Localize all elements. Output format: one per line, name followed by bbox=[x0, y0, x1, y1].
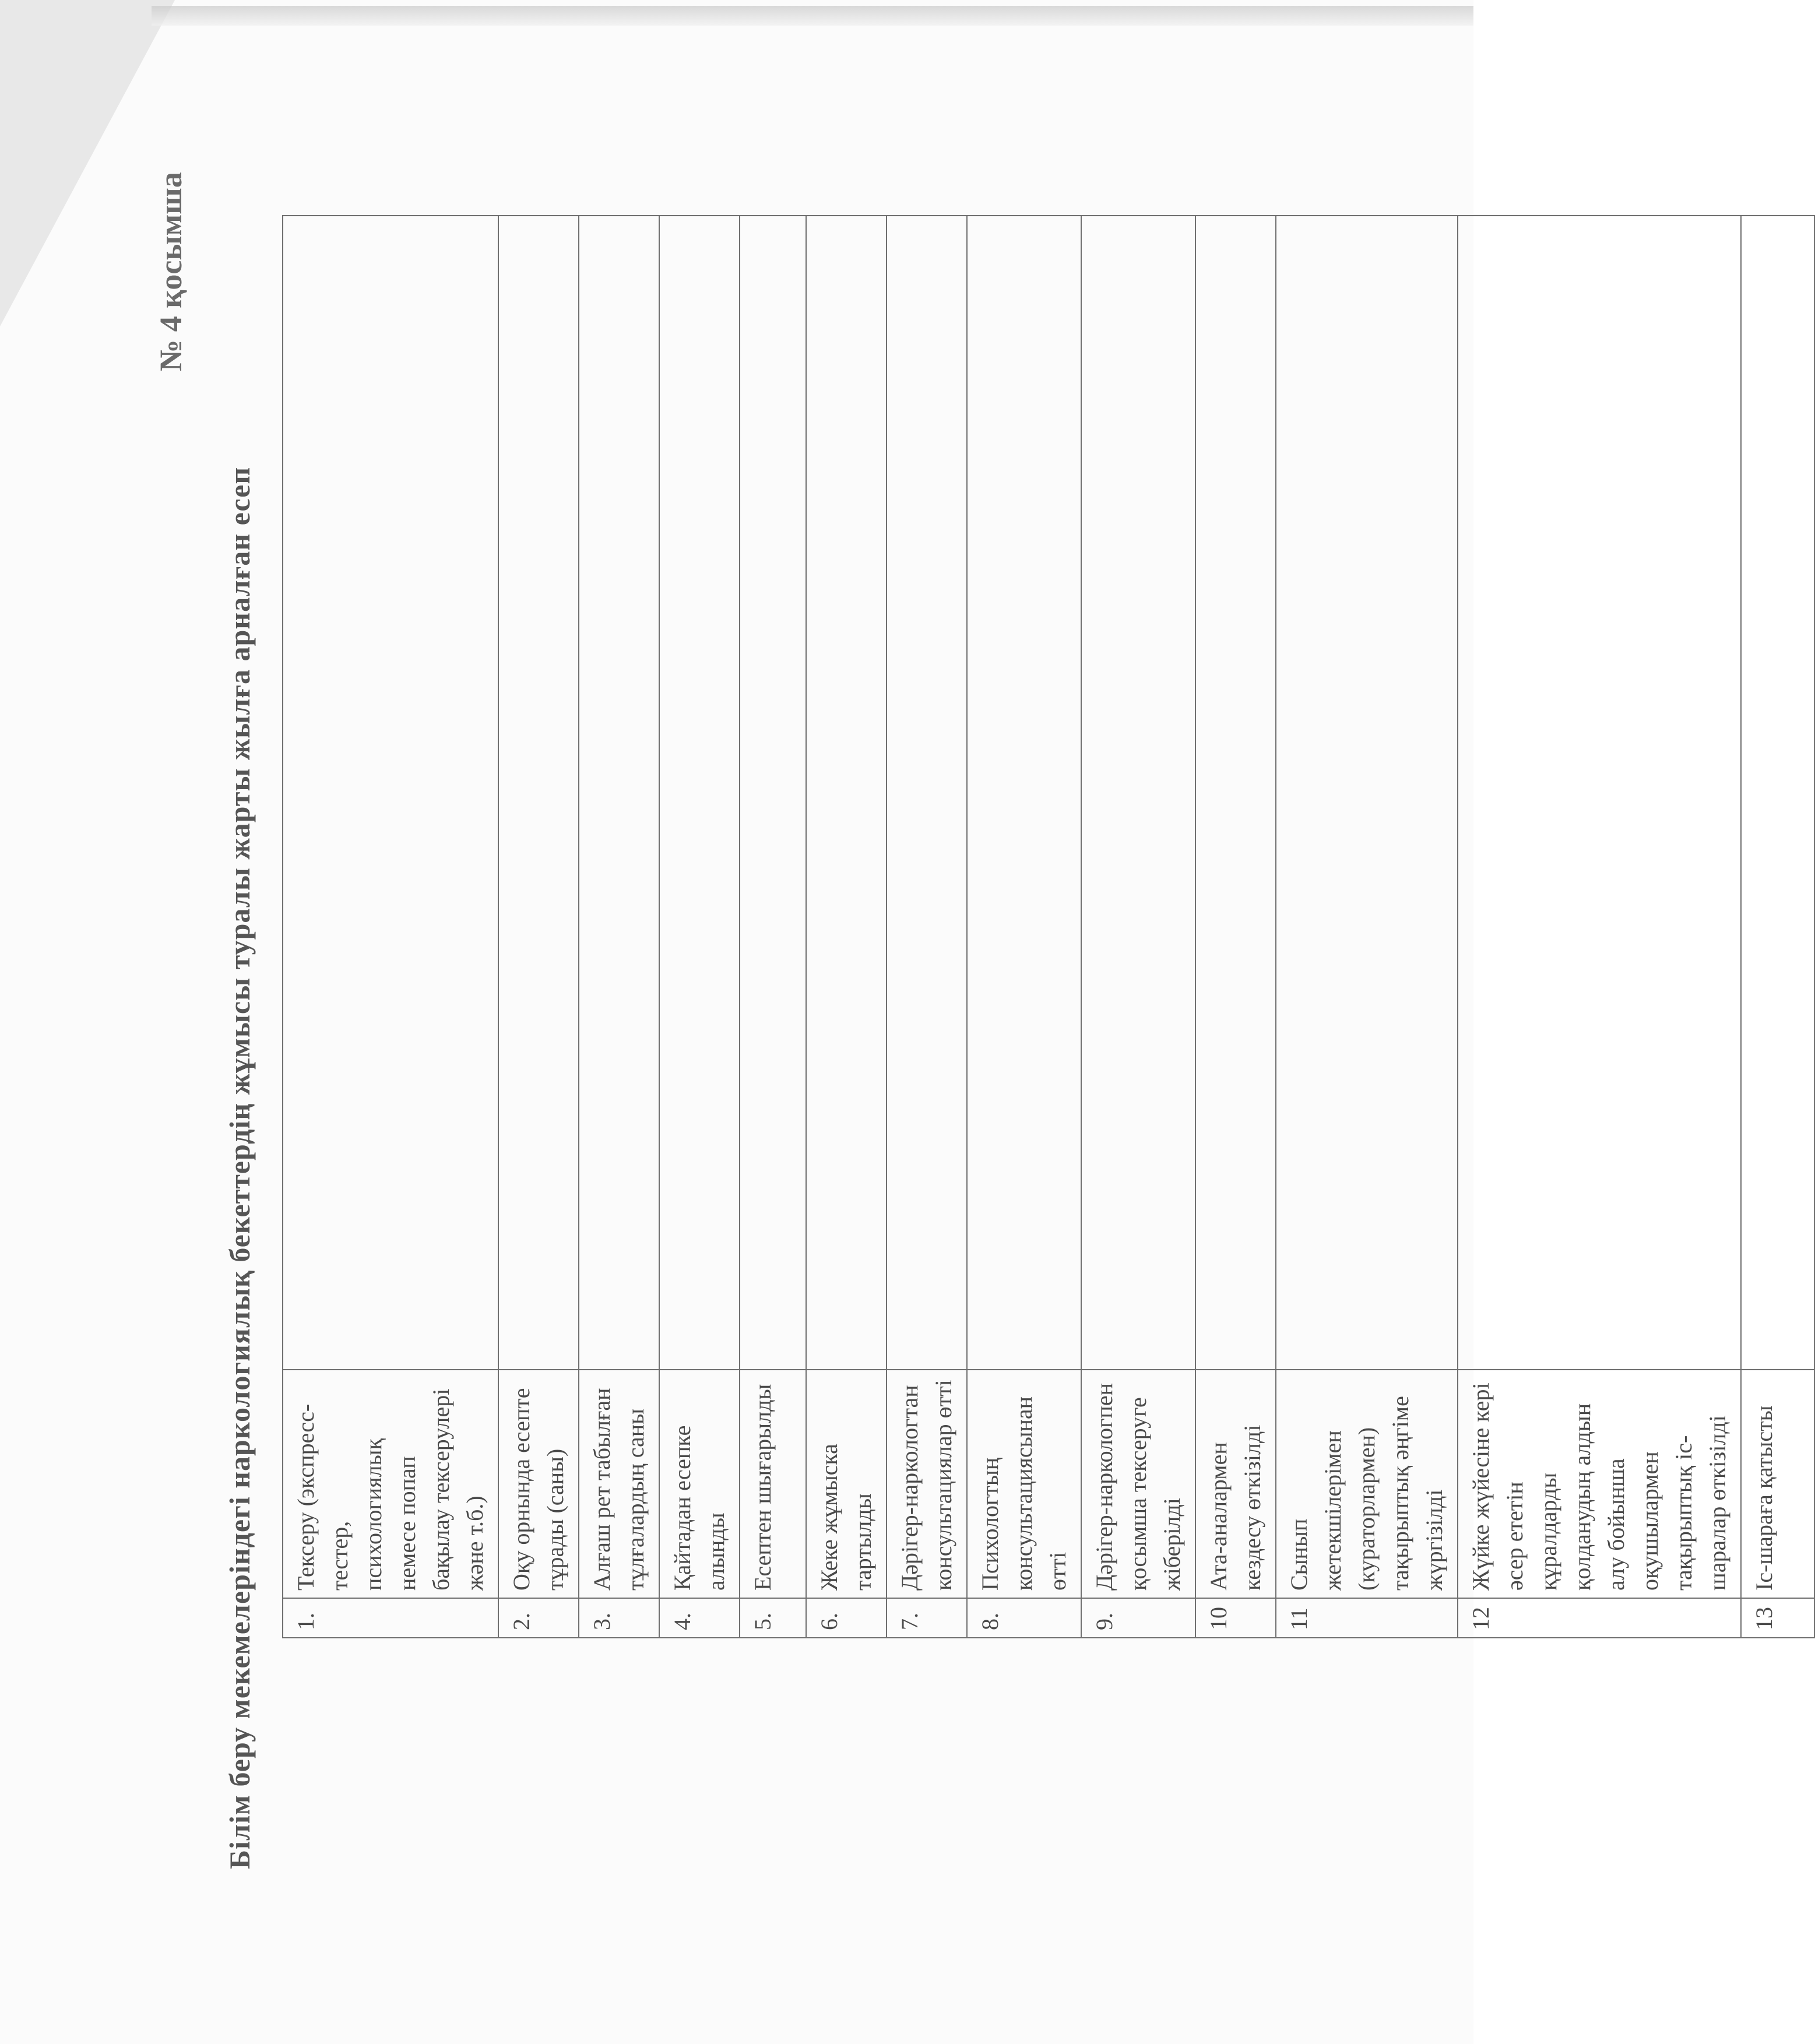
table-row bbox=[283, 216, 498, 1638]
row-value bbox=[1195, 216, 1276, 1370]
row-label: Дәрігер-наркологпен қосымша тексеруге жіберілді bbox=[1081, 1370, 1195, 1598]
table-row bbox=[1458, 216, 1741, 1638]
row-number: 2. bbox=[498, 1598, 579, 1638]
annex-label: № 4 қосымша bbox=[153, 172, 188, 371]
row-number: 13 bbox=[1741, 1598, 1814, 1638]
row-label: Қайтадан есепке алынды bbox=[659, 1370, 740, 1598]
row-number: 3. bbox=[579, 1598, 659, 1638]
table-row bbox=[740, 216, 806, 1638]
row-value bbox=[967, 216, 1081, 1370]
table-row bbox=[1741, 216, 1814, 1638]
row-number: 11 bbox=[1276, 1598, 1458, 1638]
table-row bbox=[498, 216, 579, 1638]
row-number: 12 bbox=[1458, 1598, 1741, 1638]
row-number: 4. bbox=[659, 1598, 740, 1638]
row-label: Жеке жұмыска тартылды bbox=[806, 1370, 887, 1598]
row-label: Оқу орнында есепте тұрады (саны) bbox=[498, 1370, 579, 1598]
row-number: 7. bbox=[887, 1598, 967, 1638]
row-value bbox=[498, 216, 579, 1370]
row-number: 8. bbox=[967, 1598, 1081, 1638]
row-number: 6. bbox=[806, 1598, 887, 1638]
row-number: 1. bbox=[283, 1598, 498, 1638]
row-value bbox=[1458, 216, 1741, 1370]
report-table bbox=[282, 215, 1815, 1638]
row-value bbox=[806, 216, 887, 1370]
row-label: Жүйке жүйесіне кері әсер ететін құралдарды қолданудың алдын алу бойынша оқушылармен тақырыптық іс-шаралар өткізілді bbox=[1458, 1370, 1741, 1598]
row-value bbox=[283, 216, 498, 1370]
row-label: Тексеру (экспресс-тестер, психологиялық немесе попап бақылау тексерулері және т.б.) bbox=[283, 1370, 498, 1598]
row-label: Ата-аналармен кездесу өткізілді bbox=[1195, 1370, 1276, 1598]
table-row bbox=[806, 216, 887, 1638]
row-label: Іс-шараға қатысты bbox=[1741, 1370, 1814, 1598]
report-title: Білім беру мекемелеріндегі наркологиялық бекеттердің жұмысы туралы жарты жылға арналған есеп bbox=[223, 466, 256, 1869]
row-number: 9. bbox=[1081, 1598, 1195, 1638]
row-value bbox=[1276, 216, 1458, 1370]
table-row bbox=[887, 216, 967, 1638]
row-label: Психологтың консультациясынан өтті bbox=[967, 1370, 1081, 1598]
row-number: 10 bbox=[1195, 1598, 1276, 1638]
table-row bbox=[579, 216, 659, 1638]
table-row bbox=[659, 216, 740, 1638]
table-row bbox=[967, 216, 1081, 1638]
table-row bbox=[1276, 216, 1458, 1638]
table-row bbox=[1081, 216, 1195, 1638]
table-row bbox=[1195, 216, 1276, 1638]
row-label: Алғаш рет табылған тұлғалардың саны bbox=[579, 1370, 659, 1598]
row-value bbox=[579, 216, 659, 1370]
row-label: Дәрігер-наркологтан консультациялар өтті bbox=[887, 1370, 967, 1598]
row-number: 5. bbox=[740, 1598, 806, 1638]
row-label: Сынып жетекшілерімен (кураторлармен) тақырыптық әңгіме жүргізілді bbox=[1276, 1370, 1458, 1598]
row-value bbox=[1081, 216, 1195, 1370]
row-label: Есептен шығарылды bbox=[740, 1370, 806, 1598]
row-value bbox=[740, 216, 806, 1370]
row-value bbox=[659, 216, 740, 1370]
row-value bbox=[1741, 216, 1814, 1370]
row-value bbox=[887, 216, 967, 1370]
